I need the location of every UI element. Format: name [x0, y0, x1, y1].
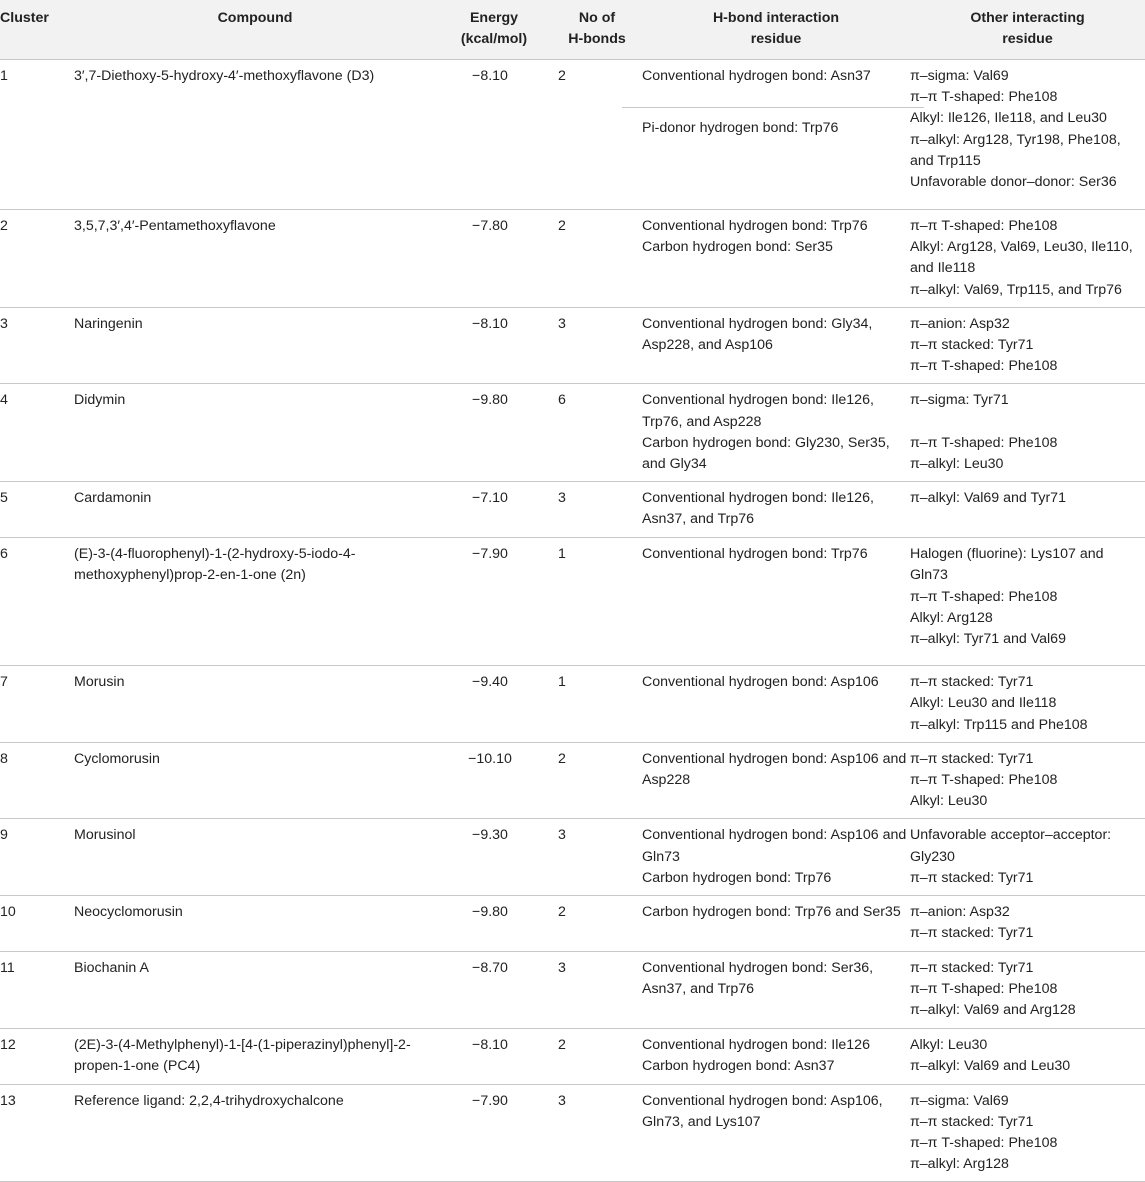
- other-residue-line: π–sigma: Val69: [910, 1092, 1009, 1109]
- other-residue-line: Alkyl: Arg128: [910, 609, 993, 626]
- energy-cell: −7.10: [472, 490, 508, 507]
- other-residue-line: Alkyl: Arg128, Val69, Leu30, Ile110, and Ile118: [910, 239, 1133, 277]
- hbond-residue-line: Conventional hydrogen bond: Gly34, Asp228, and Asp106: [642, 315, 873, 354]
- other-residue-cell: [910, 1028, 1145, 1084]
- other-residue-line: π–alkyl: Tyr71 and Val69: [910, 631, 1066, 648]
- cluster-cell: 7: [0, 674, 8, 691]
- hbond-count-cell: 3: [558, 490, 566, 507]
- table-row: [0, 1084, 1145, 1182]
- other-residue-line: π–π stacked: Tyr71: [910, 869, 1034, 886]
- cluster-cell: 3: [0, 315, 8, 332]
- other-residue-line: π–alkyl: Trp115 and Phe108: [910, 716, 1088, 733]
- other-residue-line: π–alkyl: Val69 and Leu30: [910, 1057, 1071, 1074]
- hbond-residue-cell: [642, 538, 910, 666]
- energy-cell: −9.40: [472, 674, 508, 691]
- compound-cell: Naringenin: [74, 315, 143, 332]
- hbond-residue-cell: [642, 210, 910, 308]
- compound-cell: Reference ligand: 2,2,4-trihydroxychalcone: [74, 1092, 344, 1109]
- other-residue-line: [910, 412, 1145, 433]
- hbond-residue-line: Conventional hydrogen bond: Ser36, Asn37, and Trp76: [642, 960, 874, 998]
- hbond-residue-cell: [642, 742, 910, 819]
- other-residue-line: Alkyl: Leu30 and Ile118: [910, 695, 1057, 712]
- other-residue-cell: [910, 482, 1145, 538]
- energy-cell: −7.90: [472, 546, 508, 563]
- hbond-residue-line: Conventional hydrogen bond: Asp106, Gln73, and Lys107: [642, 1092, 883, 1130]
- energy-cell: −9.80: [472, 392, 508, 409]
- other-residue-line: π–π T-shaped: Phe108: [910, 772, 1058, 789]
- hbond-count-cell: 2: [558, 218, 566, 234]
- hbond-residue-line: Pi-donor hydrogen bond: Trp76: [642, 120, 839, 136]
- table-row: [0, 307, 1145, 384]
- cluster-cell: 9: [0, 827, 8, 844]
- other-residue-cell: [910, 896, 1145, 952]
- cluster-cell: 10: [0, 904, 16, 921]
- hbond-residue-line: Carbon hydrogen bond: Asn37: [642, 1057, 835, 1074]
- hbond-residue-cell: [642, 1028, 910, 1084]
- table-row: [0, 742, 1145, 819]
- cluster-cell: 5: [0, 490, 8, 507]
- header-hbonds: No of H-bonds: [552, 0, 642, 60]
- compound-cell: Biochanin A: [74, 960, 149, 977]
- other-residue-line: π–π stacked: Tyr71: [910, 925, 1034, 942]
- hbond-count-cell: 3: [558, 315, 566, 332]
- hbond-residue-cell: [642, 1084, 910, 1182]
- energy-cell: −9.80: [472, 904, 508, 921]
- other-residue-line: Alkyl: Leu30: [910, 1036, 988, 1053]
- energy-cell: −9.30: [472, 827, 508, 844]
- cluster-cell: 12: [0, 1036, 16, 1053]
- other-residue-line: Unfavorable acceptor–acceptor: Gly230: [910, 827, 1112, 865]
- hbond-residue-cell: [642, 819, 910, 896]
- table-row: [0, 819, 1145, 896]
- hbond-count-cell: 1: [558, 674, 566, 691]
- cluster-cell: 2: [0, 218, 8, 234]
- other-residue-line: Alkyl: Leu30: [910, 793, 988, 810]
- other-residue-line: π–sigma: Tyr71: [910, 392, 1009, 409]
- other-residue-line: π–π T-shaped: Phe108: [910, 588, 1058, 605]
- energy-cell: −10.10: [468, 750, 512, 767]
- hbond-count-cell: 1: [558, 546, 566, 563]
- cluster-cell: 13: [0, 1092, 16, 1109]
- other-residue-cell: [910, 952, 1145, 1029]
- cluster-cell: 4: [0, 392, 8, 409]
- energy-cell: −8.10: [472, 68, 508, 84]
- compound-cell: (2E)-3-(4-Methylphenyl)-1-[4-(1-piperazinyl)phenyl]-2-propen-1-one (PC4): [74, 1036, 411, 1074]
- hbond-residue-cell: [642, 307, 910, 384]
- other-residue-cell: [910, 60, 1145, 210]
- compound-cell: Morusin: [74, 674, 125, 691]
- header-energy: Energy (kcal/mol): [436, 0, 552, 60]
- other-residue-line: π–π stacked: Tyr71: [910, 960, 1034, 977]
- other-residue-line: π–π T-shaped: Phe108: [910, 981, 1058, 998]
- hbond-residue-line: Conventional hydrogen bond: Ile126, Asn37, and Trp76: [642, 490, 874, 528]
- other-residue-line: Alkyl: Ile126, Ile118, and Leu30: [910, 110, 1107, 127]
- other-residue-line: π–π stacked: Tyr71: [910, 337, 1034, 354]
- other-residue-line: π–alkyl: Val69 and Tyr71: [910, 490, 1066, 507]
- cluster-cell: 6: [0, 546, 8, 563]
- hbond-count-cell: 2: [558, 750, 566, 767]
- other-residue-line: π–anion: Asp32: [910, 904, 1010, 921]
- table-row: [0, 482, 1145, 538]
- other-residue-line: π–π T-shaped: Phe108: [910, 1135, 1058, 1152]
- other-residue-line: π–alkyl: Val69, Trp115, and Trp76: [910, 281, 1122, 298]
- hbond-residue-cell: [642, 666, 910, 743]
- other-residue-line: π–π stacked: Tyr71: [910, 1113, 1034, 1130]
- energy-cell: −8.10: [472, 1036, 508, 1053]
- hbond-residue-line: Conventional hydrogen bond: Asp106: [642, 674, 879, 691]
- other-residue-line: π–π T-shaped: Phe108: [910, 358, 1058, 375]
- compound-cell: 3,5,7,3′,4′-Pentamethoxyflavone: [74, 218, 276, 234]
- energy-cell: −8.70: [472, 960, 508, 977]
- compound-cell: 3′,7-Diethoxy-5-hydroxy-4′-methoxyflavone (D3): [74, 68, 375, 84]
- hbond-residue-line: Conventional hydrogen bond: Asp106 and Gln73: [642, 827, 907, 865]
- hbond-count-cell: 3: [558, 960, 566, 977]
- other-residue-line: π–π stacked: Tyr71: [910, 674, 1034, 691]
- other-residue-line: π–π stacked: Tyr71: [910, 750, 1034, 767]
- header-row: [0, 0, 1145, 60]
- hbond-residue-line: Carbon hydrogen bond: Gly230, Ser35, and Gly34: [642, 434, 890, 473]
- other-residue-line: Halogen (fluorine): Lys107 and Gln73: [910, 546, 1104, 584]
- hbond-residue-cell: [642, 384, 910, 482]
- header-hbond-residue: H-bond interaction residue: [642, 0, 910, 60]
- hbond-residue-line: Conventional hydrogen bond: Ile126, Trp76, and Asp228: [642, 392, 874, 430]
- hbond-residue-cell: [642, 482, 910, 538]
- table-row: [0, 210, 1145, 308]
- hbond-residue-line: Conventional hydrogen bond: Asn37: [622, 66, 924, 108]
- other-residue-line: π–sigma: Val69: [910, 68, 1009, 84]
- hbond-residue-line: Conventional hydrogen bond: Trp76: [642, 546, 868, 563]
- other-residue-cell: [910, 742, 1145, 819]
- compound-cell: Cardamonin: [74, 490, 152, 507]
- table-row: [0, 1028, 1145, 1084]
- header-compound: Compound: [74, 0, 436, 60]
- hbond-count-cell: 3: [558, 827, 566, 844]
- table-row: [0, 952, 1145, 1029]
- other-residue-line: π–alkyl: Arg128: [910, 1156, 1009, 1173]
- other-residue-line: π–alkyl: Arg128, Tyr198, Phe108, and Trp115: [910, 131, 1121, 169]
- table-row: [0, 666, 1145, 743]
- other-residue-cell: [910, 1084, 1145, 1182]
- table-row: [0, 896, 1145, 952]
- other-residue-cell: [910, 210, 1145, 308]
- hbond-count-cell: 2: [558, 1036, 566, 1053]
- other-residue-line: π–π T-shaped: Phe108: [910, 434, 1058, 451]
- other-residue-line: π–anion: Asp32: [910, 315, 1010, 332]
- hbond-count-cell: 2: [558, 904, 566, 921]
- other-residue-cell: [910, 384, 1145, 482]
- hbond-residue-line: Carbon hydrogen bond: Trp76 and Ser35: [642, 904, 901, 921]
- table-row: [0, 384, 1145, 482]
- hbond-residue-line: Carbon hydrogen bond: Ser35: [642, 239, 833, 256]
- cluster-cell: 1: [0, 68, 8, 84]
- other-residue-line: Unfavorable donor–donor: Ser36: [910, 174, 1117, 191]
- other-residue-cell: [910, 538, 1145, 666]
- hbond-residue-line: Conventional hydrogen bond: Asp106 and Asp228: [642, 750, 907, 789]
- table-body: [0, 60, 1145, 1182]
- other-residue-cell: [910, 819, 1145, 896]
- other-residue-line: π–π T-shaped: Phe108: [910, 218, 1058, 234]
- cluster-cell: 11: [0, 960, 15, 977]
- other-residue-cell: [910, 666, 1145, 743]
- compound-cell: Neocyclomorusin: [74, 904, 183, 921]
- compound-cell: (E)-3-(4-fluorophenyl)-1-(2-hydroxy-5-iodo-4-methoxyphenyl)prop-2-en-1-one (2n): [74, 546, 356, 584]
- hbond-residue-cell: [642, 896, 910, 952]
- hbond-residue-line: Conventional hydrogen bond: Ile126: [642, 1036, 870, 1053]
- hbond-count-cell: 2: [558, 68, 566, 84]
- other-residue-line: π–alkyl: Val69 and Arg128: [910, 1002, 1076, 1019]
- table-row: [0, 538, 1145, 666]
- other-residue-line: π–π T-shaped: Phe108: [910, 89, 1058, 106]
- other-residue-cell: [910, 307, 1145, 384]
- energy-cell: −7.80: [472, 218, 508, 234]
- header-other-residue: Other interacting residue: [910, 0, 1145, 60]
- hbond-count-cell: 3: [558, 1092, 566, 1109]
- hbond-residue-line: Carbon hydrogen bond: Trp76: [642, 869, 832, 886]
- header-cluster: Cluster: [0, 0, 74, 60]
- energy-cell: −7.90: [472, 1092, 508, 1109]
- hbond-residue-cell: [642, 60, 910, 210]
- energy-cell: −8.10: [472, 315, 508, 332]
- compound-cell: Morusinol: [74, 827, 136, 844]
- hbond-residue-cell: [642, 952, 910, 1029]
- compound-cell: Cyclomorusin: [74, 750, 160, 767]
- cluster-cell: 8: [0, 750, 8, 767]
- hbond-residue-line: Conventional hydrogen bond: Trp76: [642, 218, 868, 234]
- other-residue-line: π–alkyl: Leu30: [910, 456, 1004, 473]
- table-row: [0, 60, 1145, 210]
- hbond-count-cell: 6: [558, 392, 566, 409]
- compound-cell: Didymin: [74, 392, 126, 409]
